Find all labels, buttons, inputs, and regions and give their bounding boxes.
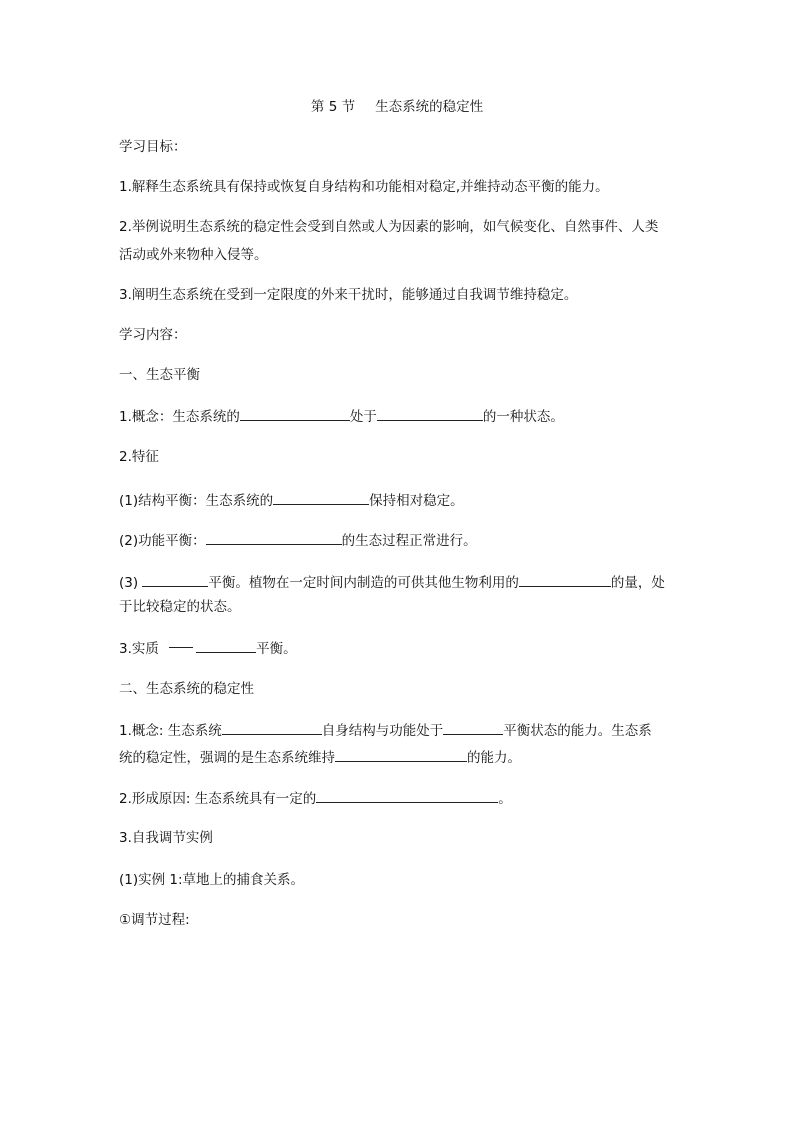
fill-blank[interactable] [142, 571, 208, 587]
text: (1)结构平衡：生态系统的 [119, 493, 274, 509]
objective-2-cont: 活动或外来物种入侵等。 [119, 247, 268, 263]
text: 的能力。 [467, 750, 521, 766]
text: 的一种状态。 [482, 409, 564, 425]
part1-heading: 一、生态平衡 [119, 367, 200, 383]
text: 2.形成原因: 生态系统具有一定的 [119, 791, 317, 807]
objective-2: 2.举例说明生态系统的稳定性会受到自然或人为因素的影响，如气候变化、自然事件、人类 [119, 219, 659, 235]
text: (3) [119, 575, 143, 591]
objectives-heading: 学习目标： [119, 139, 187, 155]
text: 自身结构与功能处于 [321, 723, 444, 739]
text: 统的稳定性，强调的是生态系统维持 [119, 750, 335, 766]
content-heading: 学习内容： [119, 327, 187, 343]
fill-blank[interactable] [316, 787, 498, 803]
text: 的生态过程正常进行。 [341, 533, 477, 549]
fill-blank[interactable] [222, 719, 322, 735]
page-title [0, 97, 794, 117]
text: 平衡。 [256, 641, 297, 657]
example-heading: 3.自我调节实例 [119, 830, 213, 846]
text: 处于 [349, 409, 377, 425]
feature-heading: 2.特征 [119, 449, 159, 465]
text: 保持相对稳定。 [369, 493, 464, 509]
text: 1.概念：生态系统的 [119, 409, 240, 425]
example-1: (1)实例 1:草地上的捕食关系。 [119, 872, 305, 888]
text: 1.概念: 生态系统 [119, 723, 222, 739]
section-number: 第 5 节 [310, 99, 356, 115]
text: 。 [498, 791, 512, 807]
text: 的量，处 [610, 575, 665, 591]
fill-blank[interactable] [443, 719, 503, 735]
essence [119, 637, 679, 659]
section-name: 生态系统的稳定性 [375, 99, 484, 115]
part1-concept [119, 405, 679, 427]
fill-blank[interactable] [377, 405, 483, 421]
item3-cont: 于比较稳定的状态。 [119, 599, 241, 615]
fill-blank[interactable] [206, 529, 342, 545]
text: 3.实质 [119, 641, 164, 657]
text: 平衡状态的能力。生态系 [503, 723, 652, 739]
part2-concept-cont [119, 746, 679, 768]
objective-1: 1.解释生态系统具有保持或恢复自身结构和功能相对稳定,并维持动态平衡的能力。 [119, 179, 609, 195]
item3-balance [119, 571, 679, 593]
fill-blank[interactable] [196, 637, 256, 653]
formation-cause [119, 787, 679, 809]
text: (2)功能平衡： [119, 533, 206, 549]
objective-3: 3.阐明生态系统在受到一定限度的外来干扰时，能够通过自我调节维持稳定。 [119, 287, 578, 303]
dash-mark [169, 647, 193, 648]
structure-balance [119, 489, 679, 511]
fill-blank[interactable] [240, 405, 350, 421]
part2-concept [119, 719, 679, 741]
fill-blank[interactable] [519, 571, 611, 587]
text: 平衡。植物在一定时间内制造的可供其他生物利用的 [208, 575, 519, 591]
function-balance [119, 529, 679, 551]
regulation-process: ①调节过程: [119, 912, 190, 928]
part2-heading: 二、生态系统的稳定性 [119, 681, 254, 697]
fill-blank[interactable] [273, 489, 369, 505]
fill-blank[interactable] [335, 746, 467, 762]
